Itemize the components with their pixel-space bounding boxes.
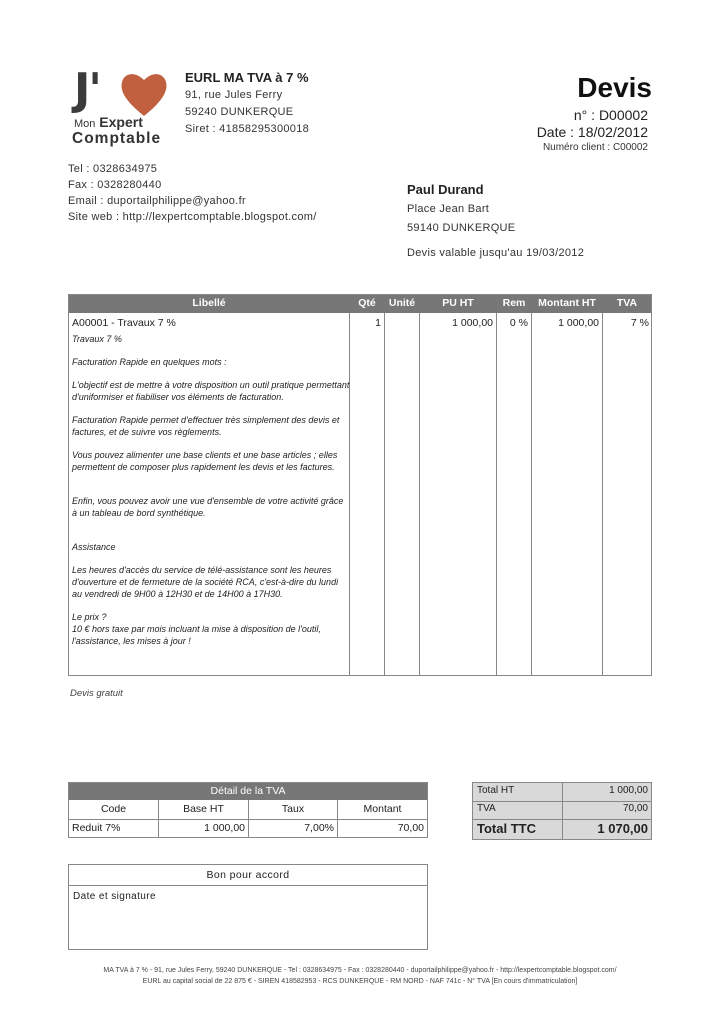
header-unite: Unité [388,297,416,309]
row-libelle: A00001 - Travaux 7 % [72,317,176,329]
header-pu-ht: PU HT [442,297,474,309]
logo-text-line1: Mon Expert [74,114,143,130]
desc-paragraph: Facturation Rapide en quelques mots : [72,357,227,367]
logo-text-line2: Comptable [72,130,162,147]
vat-header-taux: Taux [281,803,305,815]
line-description [72,333,350,658]
company-address: 91, rue Jules Ferry [185,89,283,101]
contact-website[interactable]: Site web : http://lexpertcomptable.blogspot.com/ [68,211,317,223]
company-city: 59240 DUNKERQUE [185,106,294,118]
vat-detail-table [68,782,428,838]
vat-code: Reduit 7% [72,822,121,834]
row-pu-ht: 1 000,00 [452,317,493,329]
table-header [69,295,651,313]
tva-label: TVA [477,803,496,814]
vat-header-row [69,800,427,819]
total-ht-label: Total HT [477,785,515,796]
desc-paragraph: Le prix ? [72,612,107,622]
approval-title: Bon pour accord [69,865,427,886]
desc-paragraph: Assistance [72,542,116,552]
desc-paragraph: 10 € hors taxe par mois incluant la mise à disposition de l'outil, l'assistance, les mises à jour ! [72,624,321,646]
vat-row [69,819,427,838]
desc-paragraph: Facturation Rapide permet d'effectuer très simplement des devis et factures, et de suivre vos règlements. [72,415,340,437]
header-qte: Qté [358,297,376,309]
footer-line-1: MA TVA à 7 % - 91, rue Jules Ferry, 59240 DUNKERQUE - Tel : 0328634975 - Fax : 0328280440 - duportailphilippe@yahoo.fr - http://lexpertcomptable.blogspot.com/ [103,967,617,974]
desc-paragraph: L'objectif est de mettre à votre disposition un outil pratique permettant d'uniformiser et fiabiliser vos éléments de facturation. [72,380,350,402]
total-ht-value: 1 000,00 [609,785,648,796]
quote-date: Date : 18/02/2012 [536,124,648,140]
vat-taux: 7,00% [304,822,334,834]
heart-icon [118,70,170,118]
total-ttc-label: Total TTC [477,821,536,836]
desc-paragraph: Les heures d'accès du service de télé-assistance sont les heures d'ouverture et de fermeture de la société RCA, c'est-à-dire du lundi au vendredi de 9H00 à 12H30 et de 14H00 à 17H30. [72,565,339,599]
desc-paragraph: Travaux 7 % [72,334,122,344]
vat-header-montant: Montant [363,803,402,815]
vat-montant: 70,00 [397,822,424,834]
tva-value: 70,00 [622,803,648,814]
contact-fax: Fax : 0328280440 [68,179,162,191]
contact-email[interactable]: Email : duportailphilippe@yahoo.fr [68,195,246,207]
company-logo [68,64,176,150]
row-qte: 1 [375,317,381,329]
company-name: EURL MA TVA à 7 % [185,70,309,85]
contact-tel: Tel : 0328634975 [68,163,158,175]
client-address: Place Jean Bart [407,203,490,215]
desc-paragraph: Enfin, vous pouvez avoir une vue d'ensemble de votre activité grâce à un tableau de bord synthétique. [72,496,344,518]
vat-title: Détail de la TVA [69,783,427,800]
header-libelle: Libellé [192,297,226,309]
approval-box [68,864,428,950]
desc-paragraph: Vous pouvez alimenter une base clients et une base articles ; elles permettent de composer plus rapidement les devis et les factures. [72,450,338,472]
vat-header-base: Base HT [183,803,224,815]
row-montant-ht: 1 000,00 [558,317,599,329]
vat-header-code: Code [100,803,127,815]
quote-lines-table [68,294,652,676]
company-siret: Siret : 41858295300018 [185,123,310,135]
header-tva: TVA [616,297,638,309]
client-name: Paul Durand [407,182,484,197]
footnote: Devis gratuit [70,688,123,699]
client-number: Numéro client : C00002 [542,142,648,153]
footer-line-2: EURL au capital social de 22 875 € - SIREN 418582953 - RCS DUNKERQUE - RM NORD - NAF 741c - N° TVA [En cours d'immatriculation] [142,978,578,985]
quote-number: n° : D00002 [573,107,648,123]
total-ttc-value: 1 070,00 [597,821,648,836]
quote-validity: Devis valable jusqu'au 19/03/2012 [407,247,585,259]
row-tva: 7 % [630,317,649,329]
vat-base: 1 000,00 [204,822,245,834]
totals-box [472,782,652,840]
logo-mark: J' [74,64,100,115]
client-city: 59140 DUNKERQUE [407,222,516,234]
header-montant-ht: Montant HT [538,297,596,309]
document-title: Devis [577,72,652,103]
signature-field[interactable]: Date et signature [73,891,156,902]
header-rem: Rem [502,297,526,309]
row-rem: 0 % [509,317,528,329]
